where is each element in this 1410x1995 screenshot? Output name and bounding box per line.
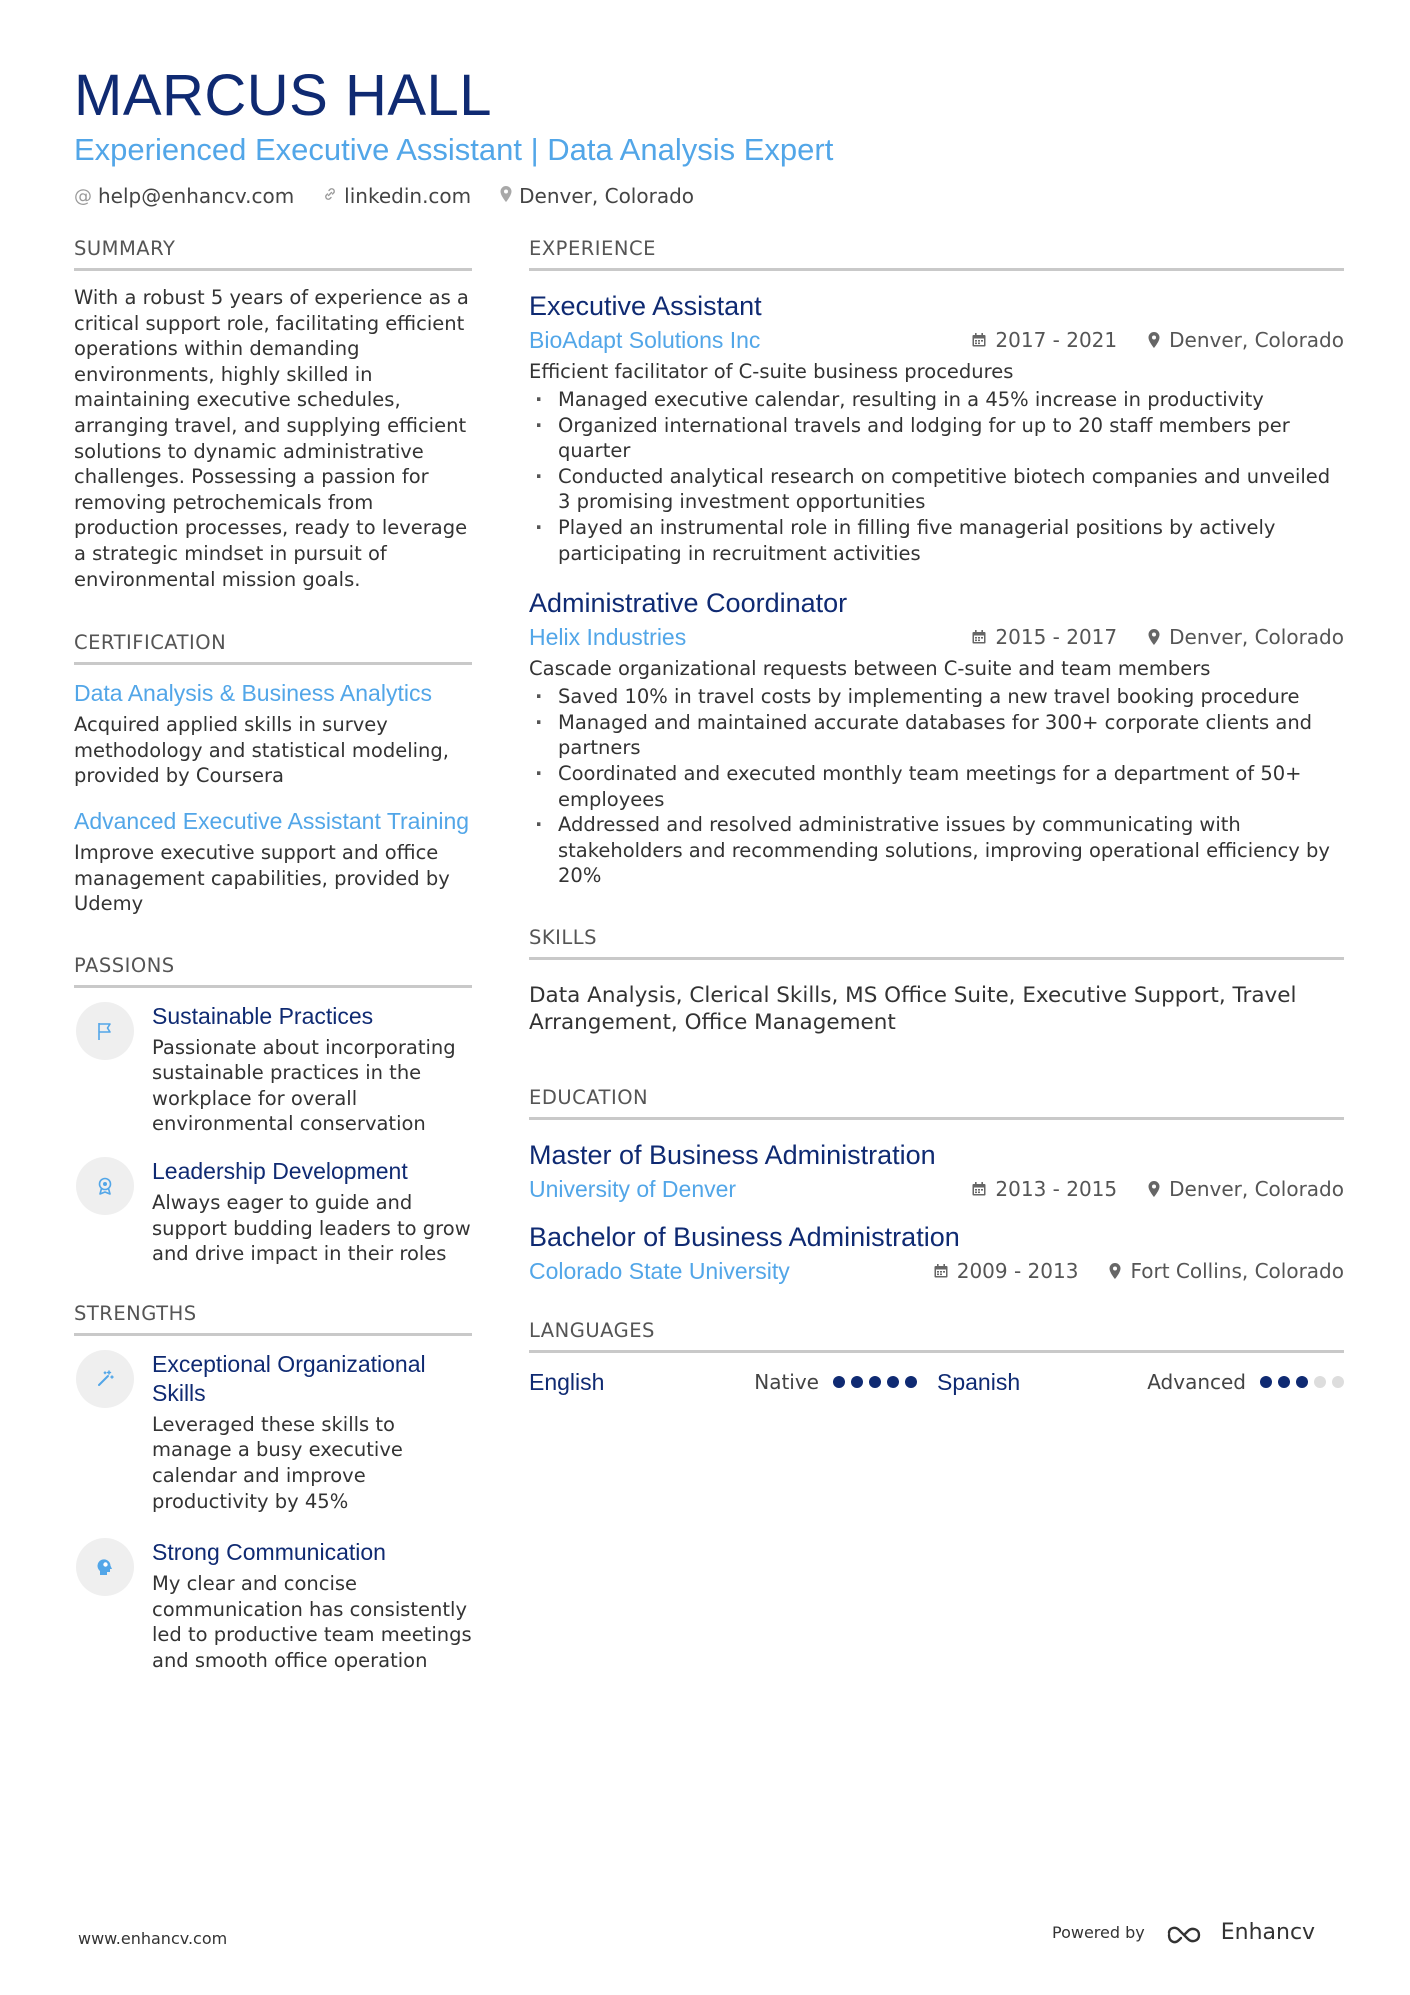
rating-dot-filled (833, 1376, 845, 1388)
experience-heading: EXPERIENCE (529, 236, 1344, 271)
job-bullets (529, 684, 1344, 889)
job-bullet: · Played an instrumental role in filling five managerial positions by actively participating in recruitment activities (529, 515, 1344, 566)
job-location (1147, 328, 1344, 352)
job-meta (529, 622, 1344, 652)
contact-location (499, 184, 694, 208)
job-company: BioAdapt Solutions Inc (529, 327, 761, 353)
strength-item (74, 1350, 472, 1514)
education-location (1147, 1177, 1344, 1201)
certification-name: Advanced Executive Assistant Training (74, 807, 470, 834)
job-bullet: · Organized international travels and lodging for up to 20 staff members per quarter (529, 413, 1344, 464)
at-icon: @ (74, 185, 92, 207)
job-bullet: · Addressed and resolved administrative issues by communicating with stakeholders and recommending solutions, improving operational efficiency by 20% (529, 812, 1344, 889)
rating-dot-filled (869, 1376, 881, 1388)
passion-title: Leadership Development (152, 1158, 408, 1185)
passion-desc: Passionate about incorporating sustainable practices in the workplace for overall environmental conservation (152, 1035, 456, 1136)
calendar-icon (971, 1181, 987, 1197)
languages-row (529, 1369, 1344, 1396)
education-location-text: Fort Collins, Colorado (1130, 1258, 1344, 1283)
location-icon (1147, 331, 1161, 349)
language-item (529, 1369, 917, 1396)
award-icon (76, 1157, 134, 1215)
education-degree: Master of Business Administration (529, 1139, 936, 1170)
rating-dot-filled (1278, 1376, 1290, 1388)
education-degree: Bachelor of Business Administration (529, 1221, 960, 1252)
rating-dot-filled (851, 1376, 863, 1388)
job-company: Helix Industries (529, 624, 687, 651)
right-column (529, 236, 1344, 1396)
calendar-icon (971, 332, 987, 348)
certification-item (74, 679, 472, 789)
rating-dot-filled (905, 1376, 917, 1388)
certification-desc: Improve executive support and office management capabilities, provided by Udemy (74, 840, 450, 916)
contact-email-text: help@enhancv.com (98, 184, 295, 208)
skills-heading: SKILLS (529, 925, 1344, 960)
footer-branding (1052, 1920, 1315, 1945)
language-name: Spanish (937, 1368, 1021, 1395)
language-item (937, 1369, 1344, 1396)
job-description: Cascade organizational requests between C-suite and team members (529, 657, 1211, 681)
education-meta (529, 1256, 1344, 1286)
language-name: English (529, 1368, 605, 1395)
education-school: University of Denver (529, 1175, 737, 1202)
candidate-title: Experienced Executive Assistant | Data Analysis Expert (74, 132, 834, 167)
flag-icon (76, 1002, 134, 1060)
education-dates (933, 1259, 1079, 1283)
job-dates-text: 2017 - 2021 (995, 328, 1118, 352)
education-dates (971, 1177, 1117, 1201)
education-school: Colorado State University (529, 1257, 790, 1284)
job-bullet: · Managed and maintained accurate databases for 300+ corporate clients and partners (529, 710, 1344, 761)
head-bulb-icon (76, 1538, 134, 1596)
rating-dot-empty (1332, 1376, 1344, 1388)
brand-logo[interactable] (1165, 1920, 1315, 1945)
job-bullet: · Conducted analytical research on competitive biotech companies and unveiled 3 promising investment opportunities (529, 464, 1344, 515)
skills-section (529, 925, 1344, 1037)
job-dates (971, 625, 1117, 649)
languages-section (529, 1318, 1344, 1396)
certification-item (74, 807, 472, 917)
location-icon (1108, 1262, 1122, 1280)
education-meta (529, 1174, 1344, 1204)
job-location-text: Denver, Colorado (1169, 625, 1344, 650)
brand-name: Enhancv (1220, 1920, 1316, 1945)
education-location (1108, 1259, 1344, 1283)
link-icon (322, 186, 338, 207)
contact-linkedin[interactable] (322, 184, 471, 208)
rating-dot-empty (1314, 1376, 1326, 1388)
passion-title: Sustainable Practices (152, 1002, 374, 1029)
education-section (529, 1085, 1344, 1286)
certification-name: Data Analysis & Business Analytics (74, 680, 432, 707)
contact-list (74, 184, 1344, 208)
education-heading: EDUCATION (529, 1085, 1344, 1120)
job-bullets (529, 387, 1344, 566)
contact-location-text: Denver, Colorado (519, 184, 695, 208)
job-meta (529, 325, 1344, 355)
job-location-text: Denver, Colorado (1169, 328, 1344, 352)
job-dates (971, 328, 1117, 352)
job-entry (529, 586, 1344, 889)
passions-section (74, 953, 472, 1267)
language-rating (833, 1376, 917, 1388)
job-title: Administrative Coordinator (529, 588, 848, 619)
location-icon (1147, 1180, 1161, 1198)
job-bullet: · Saved 10% in travel costs by implementing a new travel booking procedure (529, 684, 1344, 710)
education-location-text: Denver, Colorado (1169, 1176, 1344, 1201)
job-bullet: · Coordinated and executed monthly team meetings for a department of 50+ employees (529, 761, 1344, 812)
powered-by-label: Powered by (1052, 1923, 1145, 1942)
summary-heading: SUMMARY (74, 236, 472, 271)
passion-item (74, 1002, 472, 1137)
certification-section (74, 630, 472, 917)
experience-section (529, 236, 1344, 889)
strengths-section (74, 1301, 472, 1674)
education-entry (529, 1138, 1344, 1204)
education-dates-text: 2013 - 2015 (995, 1176, 1118, 1201)
summary-section (74, 236, 472, 592)
candidate-name: MARCUS HALL (74, 63, 493, 128)
strength-desc: Leveraged these skills to manage a busy executive calendar and improve productivity by 45% (152, 1412, 403, 1513)
contact-linkedin-text: linkedin.com (344, 184, 472, 208)
job-entry (529, 289, 1344, 566)
language-level: Native (754, 1370, 819, 1395)
passion-desc: Always eager to guide and support budding leaders to grow and drive impact in their roles (152, 1191, 471, 1266)
job-location (1147, 625, 1344, 649)
language-rating (1260, 1376, 1344, 1388)
languages-heading: LANGUAGES (529, 1318, 1344, 1353)
certification-heading: CERTIFICATION (74, 630, 472, 665)
job-title: Executive Assistant (529, 291, 762, 321)
strengths-heading: STRENGTHS (74, 1301, 472, 1336)
summary-text: With a robust 5 years of experience as a critical support role, facilitating efficient operations within demanding environments, highly skilled in maintaining executive schedules, arranging travel, and supplying efficient solutions to dynamic administrative challenges. Possessing a passion for removing petrochemicals from production processes, ready to leverage a strategic mindset in pursuit of environmental mission goals. (74, 286, 469, 591)
skills-text: Data Analysis, Clerical Skills, MS Office Suite, Executive Support, Travel Arrangement, Office Management (529, 982, 1297, 1036)
contact-email[interactable] (74, 184, 294, 208)
location-icon (1147, 628, 1161, 646)
strength-item (74, 1538, 472, 1673)
job-bullet: · Managed executive calendar, resulting in a 45% increase in productivity (529, 387, 1344, 413)
strength-desc: My clear and concise communication has consistently led to productive team meetings and smooth office operation (152, 1572, 472, 1672)
certification-desc: Acquired applied skills in survey methodology and statistical modeling, provided by Coursera (74, 713, 449, 788)
strength-title: Strong Communication (152, 1539, 386, 1566)
rating-dot-filled (1260, 1376, 1272, 1388)
education-entry (529, 1220, 1344, 1286)
job-description: Efficient facilitator of C-suite business procedures (529, 360, 1014, 383)
magic-wand-icon (76, 1350, 134, 1408)
passions-heading: PASSIONS (74, 953, 472, 988)
passion-item (74, 1157, 472, 1267)
location-icon (499, 185, 513, 208)
resume-header (74, 62, 1344, 208)
enhancv-logo-icon (1165, 1921, 1211, 1945)
calendar-icon (971, 629, 987, 645)
language-level: Advanced (1147, 1370, 1246, 1395)
footer-website[interactable]: www.enhancv.com (78, 1929, 228, 1948)
job-dates-text: 2015 - 2017 (995, 625, 1118, 650)
strength-title: Exceptional Organizational Skills (152, 1350, 426, 1406)
left-column (74, 236, 472, 1674)
rating-dot-filled (1296, 1376, 1308, 1388)
calendar-icon (933, 1263, 949, 1279)
rating-dot-filled (887, 1376, 899, 1388)
education-dates-text: 2009 - 2013 (956, 1258, 1079, 1283)
